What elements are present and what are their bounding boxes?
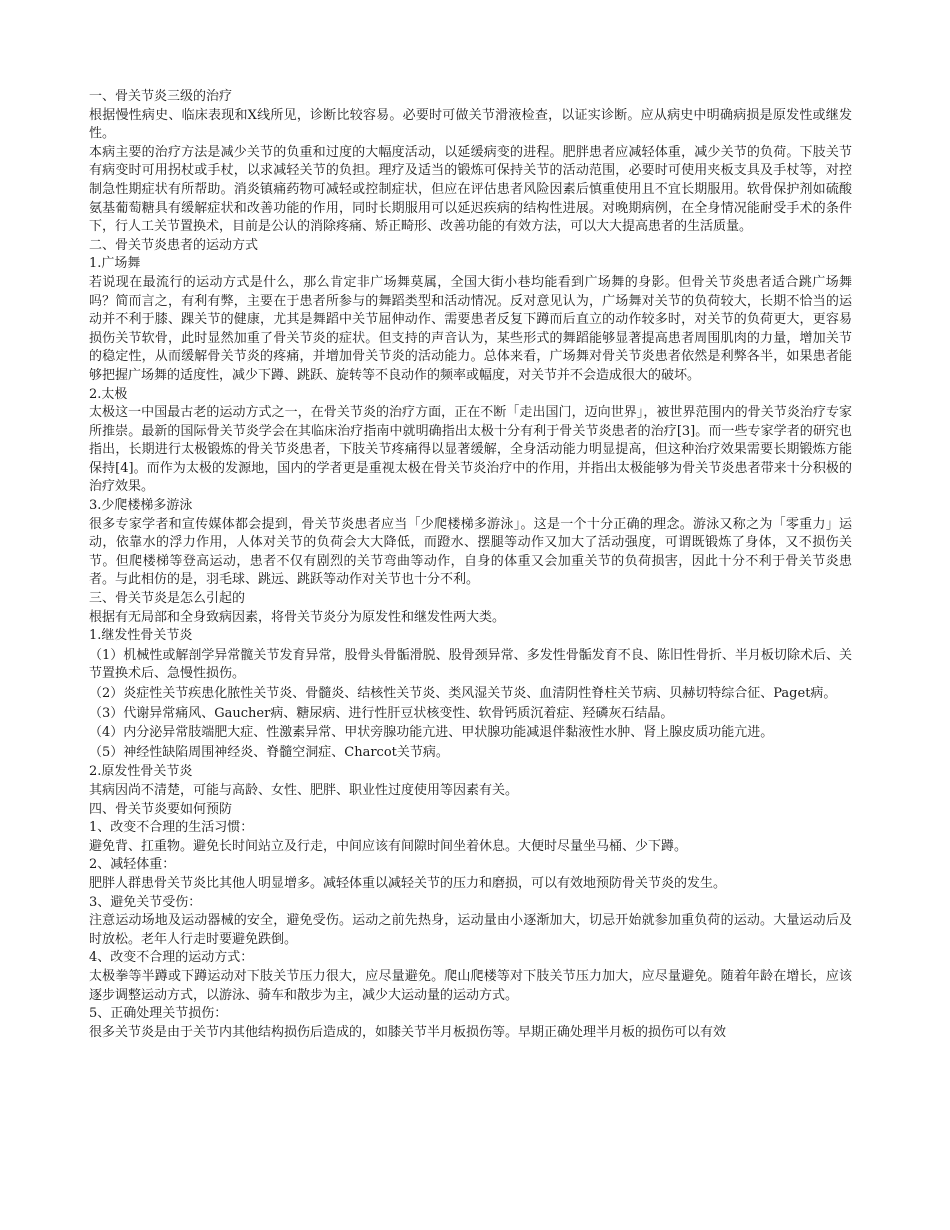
paragraph: 注意运动场地及运动器械的安全，避免受伤。运动之前先热身，运动量由小逐渐加大，切忌开始就参加重负荷的运动。大量运动后及时放松。老年人行走时要避免跌倒。 <box>89 913 852 947</box>
section-heading-2: 二、骨关节炎患者的运动方式 <box>89 237 259 253</box>
section-heading-4: 四、骨关节炎要如何预防 <box>89 801 233 817</box>
paragraph: 太极这一中国最古老的运动方式之一，在骨关节炎的治疗方面，正在不断「走出国门，迈向世界」，被世界范围内的骨关节炎治疗专家所推崇。最新的国际骨关节炎学会在其临床治疗指南中就明确指出太极十分有利于骨关节炎患者的治疗[3]。而一些专家学者的研究也指出，长期进行太极锻炼的骨关节炎患者，下肢关节疼痛得以显著缓解，全身活动能力明显提高，但这种治疗效果需要长期锻炼方能保持[4]。而作为太极的发源地，国内的学者更是重视太极在骨关节炎治疗中的作用，并指出太极能够为骨关节炎患者带来十分积极的治疗效果。 <box>89 405 852 495</box>
subheading: 2.太极 <box>89 386 128 402</box>
subheading: 3.少爬楼梯多游泳 <box>89 498 193 514</box>
list-item: （5）神经性缺陷周围神经炎、脊髓空洞症、Charcot关节病。 <box>89 744 449 760</box>
subheading: 2、减轻体重： <box>89 857 176 873</box>
paragraph: 根据有无局部和全身致病因素，将骨关节炎分为原发性和继发性两大类。 <box>89 609 506 625</box>
subheading: 2.原发性骨关节炎 <box>89 764 193 780</box>
subheading: 1.广场舞 <box>89 256 141 272</box>
paragraph: 本病主要的治疗方法是减少关节的负重和过度的大幅度活动，以延缓病变的进程。肥胖患者应减轻体重，减少关节的负荷。下肢关节有病变时可用拐杖或手杖，以求减轻关节的负担。理疗及适当的锻炼可保持关节的活动范围，必要时可使用夹板支具及手杖等，对控制急性期症状有所帮助。消炎镇痛药物可减轻或控制症状，但应在评估患者风险因素后慎重使用且不宜长期服用。软骨保护剂如硫酸氨基葡萄糖具有缓解症状和改善功能的作用，同时长期服用可以延迟疾病的结构性进展。对晚期病例，在全身情况能耐受手术的条件下，行人工关节置换术，目前是公认的消除疼痛、矫正畸形、改善功能的有效方法，可以大大提高患者的生活质量。 <box>89 144 852 235</box>
paragraph: 很多关节炎是由于关节内其他结构损伤后造成的，如膝关节半月板损伤等。早期正确处理半月板的损伤可以有效 <box>89 1024 727 1040</box>
paragraph: 其病因尚不清楚，可能与高龄、女性、肥胖、职业性过度使用等因素有关。 <box>89 782 519 798</box>
subheading: 1、改变不合理的生活习惯： <box>89 820 254 836</box>
list-item: （1）机械性或解剖学异常髋关节发育异常，股骨头骨骺滑脱、股骨颈异常、多发性骨骺发育不良、陈旧性骨折、半月板切除术后、关节置换术后、急慢性损伤。 <box>89 647 852 682</box>
paragraph: 避免背、扛重物。避免长时间站立及行走，中间应该有间隙时间坐着休息。大便时尽量坐马桶、少下蹲。 <box>89 838 688 854</box>
document-body <box>89 88 852 1042</box>
list-item: （2）炎症性关节疾患化脓性关节炎、骨髓炎、结核性关节炎、类风湿关节炎、血清阴性脊柱关节病、贝赫切特综合征、Paget病。 <box>89 686 837 701</box>
subheading: 1.继发性骨关节炎 <box>89 628 193 644</box>
paragraph: 太极拳等半蹲或下蹲运动对下肢关节压力很大，应尽量避免。爬山爬楼等对下肢关节压力加大，应尽量避免。随着年龄在增长，应该逐步调整运动方式，以游泳、骑车和散步为主，减少大运动量的运动方式。 <box>89 968 852 1003</box>
section-heading-3: 三、骨关节炎是怎么引起的 <box>89 591 246 607</box>
list-item: （3）代谢异常痛风、Gaucher病、糖尿病、进行性肝豆状核变性、软骨钙质沉着症、羟磷灰石结晶。 <box>89 705 674 721</box>
list-item: （4）内分泌异常肢端肥大症、性激素异常、甲状旁腺功能亢进、甲状腺功能减退伴黏液性水肿、肾上腺皮质功能亢进。 <box>89 725 774 741</box>
paragraph: 若说现在最流行的运动方式是什么，那么肯定非广场舞莫属，全国大街小巷均能看到广场舞的身影。但骨关节炎患者适合跳广场舞吗？简而言之，有利有弊，主要在于患者所参与的舞蹈类型和活动情况。反对意见认为，广场舞对关节的负荷较大，长期不恰当的运动并不利于膝、踝关节的健康，尤其是舞蹈中关节屈伸动作、需要患者反复下蹲而后直立的动作较多时，对关节的负荷更大，更容易损伤关节软骨，此时显然加重了骨关节炎的症状。但支持的声音认为，某些形式的舞蹈能够显著提高患者周围肌肉的力量，增加关节的稳定性，从而缓解骨关节炎的疼痛，并增加骨关节炎的活动能力。总体来看，广场舞对骨关节炎患者依然是利弊各半，如果患者能够把握广场舞的适度性，减少下蹲、跳跃、旋转等不良动作的频率或幅度，对关节并不会造成很大的破坏。 <box>89 274 852 383</box>
paragraph: 肥胖人群患骨关节炎比其他人明显增多。减轻体重以减轻关节的压力和磨损，可以有效地预防骨关节炎的发生。 <box>89 875 727 891</box>
section-heading-1: 一、骨关节炎三级的治疗 <box>89 89 233 104</box>
subheading: 3、避免关节受伤： <box>89 894 202 910</box>
subheading: 5、正确处理关节损伤： <box>89 1006 228 1022</box>
paragraph: 很多专家学者和宣传媒体都会提到，骨关节炎患者应当「少爬楼梯多游泳」。这是一个十分正确的理念。游泳又称之为「零重力」运动，依靠水的浮力作用，人体对关节的负荷会大大降低，而蹬水、摆腿等动作又加大了活动强度，可谓既锻炼了身体，又不损伤关节。但爬楼梯等登高运动，患者不仅有剧烈的关节弯曲等动作，自身的体重又会加重关节的负荷损害，因此十分不利于骨关节炎患者。与此相仿的是，羽毛球、跳远、跳跃等动作对关节也十分不利。 <box>89 516 852 588</box>
paragraph: 根据慢性病史、临床表现和X线所见，诊断比较容易。必要时可做关节滑液检查，以证实诊断。应从病史中明确病损是原发性或继发性。 <box>89 107 852 142</box>
subheading: 4、改变不合理的运动方式： <box>89 950 254 966</box>
